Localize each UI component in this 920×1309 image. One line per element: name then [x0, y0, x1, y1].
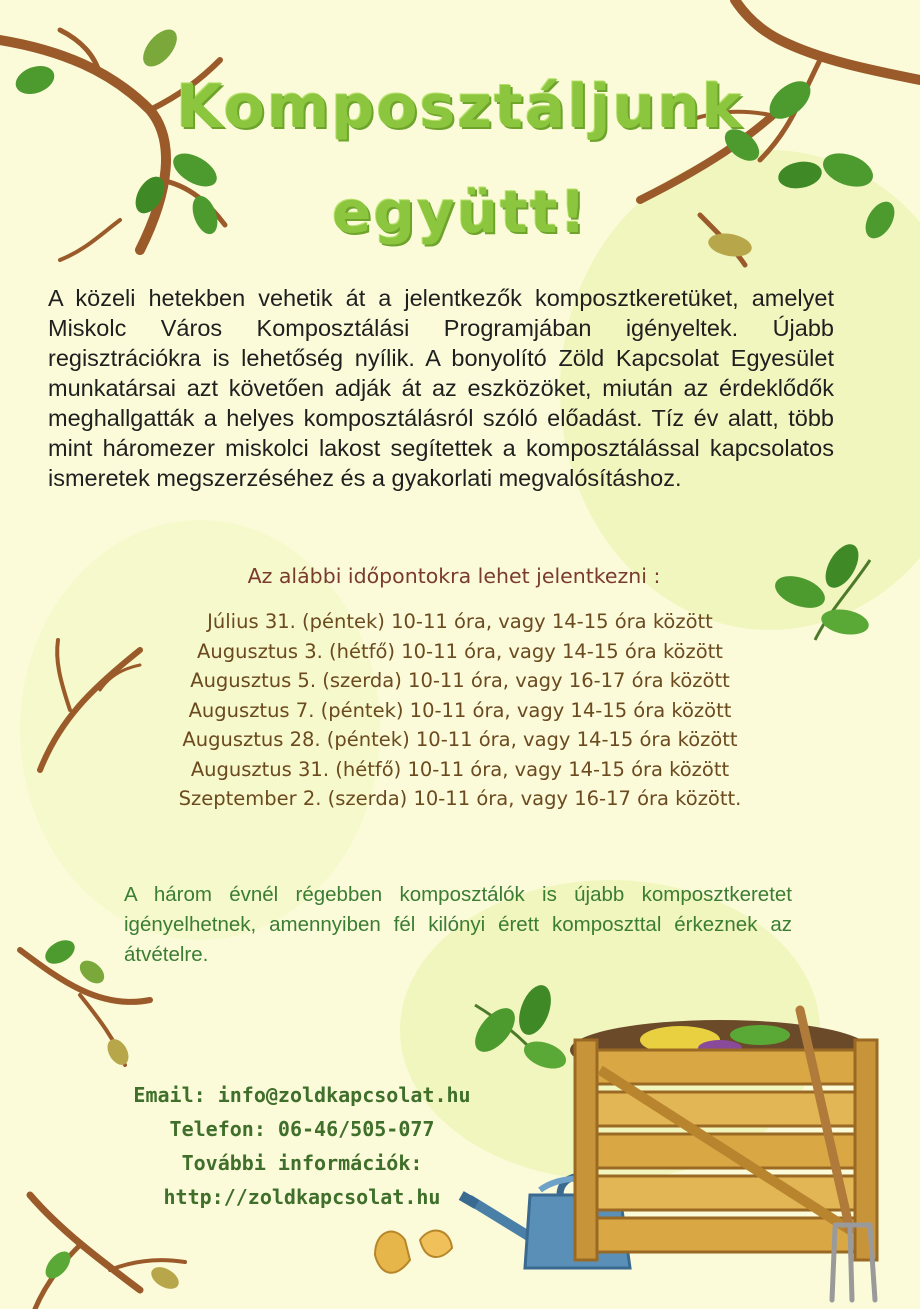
schedule-heading: Az alábbi időpontokra lehet jelentkezni :: [247, 564, 661, 588]
schedule-item: Augusztus 5. (szerda) 10-11 óra, vagy 16-17 óra között: [190, 669, 730, 692]
schedule-list: [110, 607, 810, 814]
schedule-item: Július 31. (péntek) 10-11 óra, vagy 14-15 óra között: [207, 610, 713, 633]
schedule-item: Augusztus 7. (péntek) 10-11 óra, vagy 14-15 óra között: [188, 698, 732, 722]
schedule-item: Augusztus 28. (péntek) 10-11 óra, vagy 14-15 óra között: [182, 728, 738, 751]
schedule-item: Augusztus 31. (hétfő) 10-11 óra, vagy 14-15 óra között: [190, 757, 730, 781]
intro-paragraph: A közeli hetekben vehetik át a jelentkezők komposztkeretüket, amelyet Miskolc Város Komposztálási Programjában igényeltek. Újabb regisztrációkra is lehetőség nyílik. A bonyolító Zöld Kapcsolat Egyesület munkatársai azt követően adják át az eszközöket, miután az érdeklődők meghallgatták a helyes komposztálásról szóló előadást. Tíz év alatt, több mint háromezer miskolci lakost segítettek a komposztálással kapcsolatos ismeretek megszerzéséhez és a gyakorlati megvalósításhoz.: [48, 285, 834, 491]
eggshell-icon: [375, 1231, 452, 1273]
schedule-item: Szeptember 2. (szerda) 10-11 óra, vagy 16-17 óra között.: [178, 787, 742, 810]
contact-block: [110, 1078, 494, 1214]
schedule-item: Augusztus 3. (hétfő) 10-11 óra, vagy 14-15 óra között: [197, 639, 723, 663]
note-paragraph: A három évnél régebben komposztálók is újabb komposztkeretet igényelhetnek, amennyiben fél kilónyi érett komposzttal érkeznek az átvételre.: [124, 883, 792, 966]
leaf-icon: [468, 981, 570, 1074]
title-line-2: együtt!: [332, 178, 588, 246]
more-info-label: További információk:: [181, 1151, 423, 1175]
email-line[interactable]: Email: info@zoldkapcsolat.hu: [133, 1083, 471, 1107]
website-link[interactable]: http://zoldkapcsolat.hu: [163, 1185, 441, 1209]
title-line-1: Komposztáljunk: [176, 72, 744, 142]
phone-line: Telefon: 06-46/505-077: [169, 1117, 435, 1141]
